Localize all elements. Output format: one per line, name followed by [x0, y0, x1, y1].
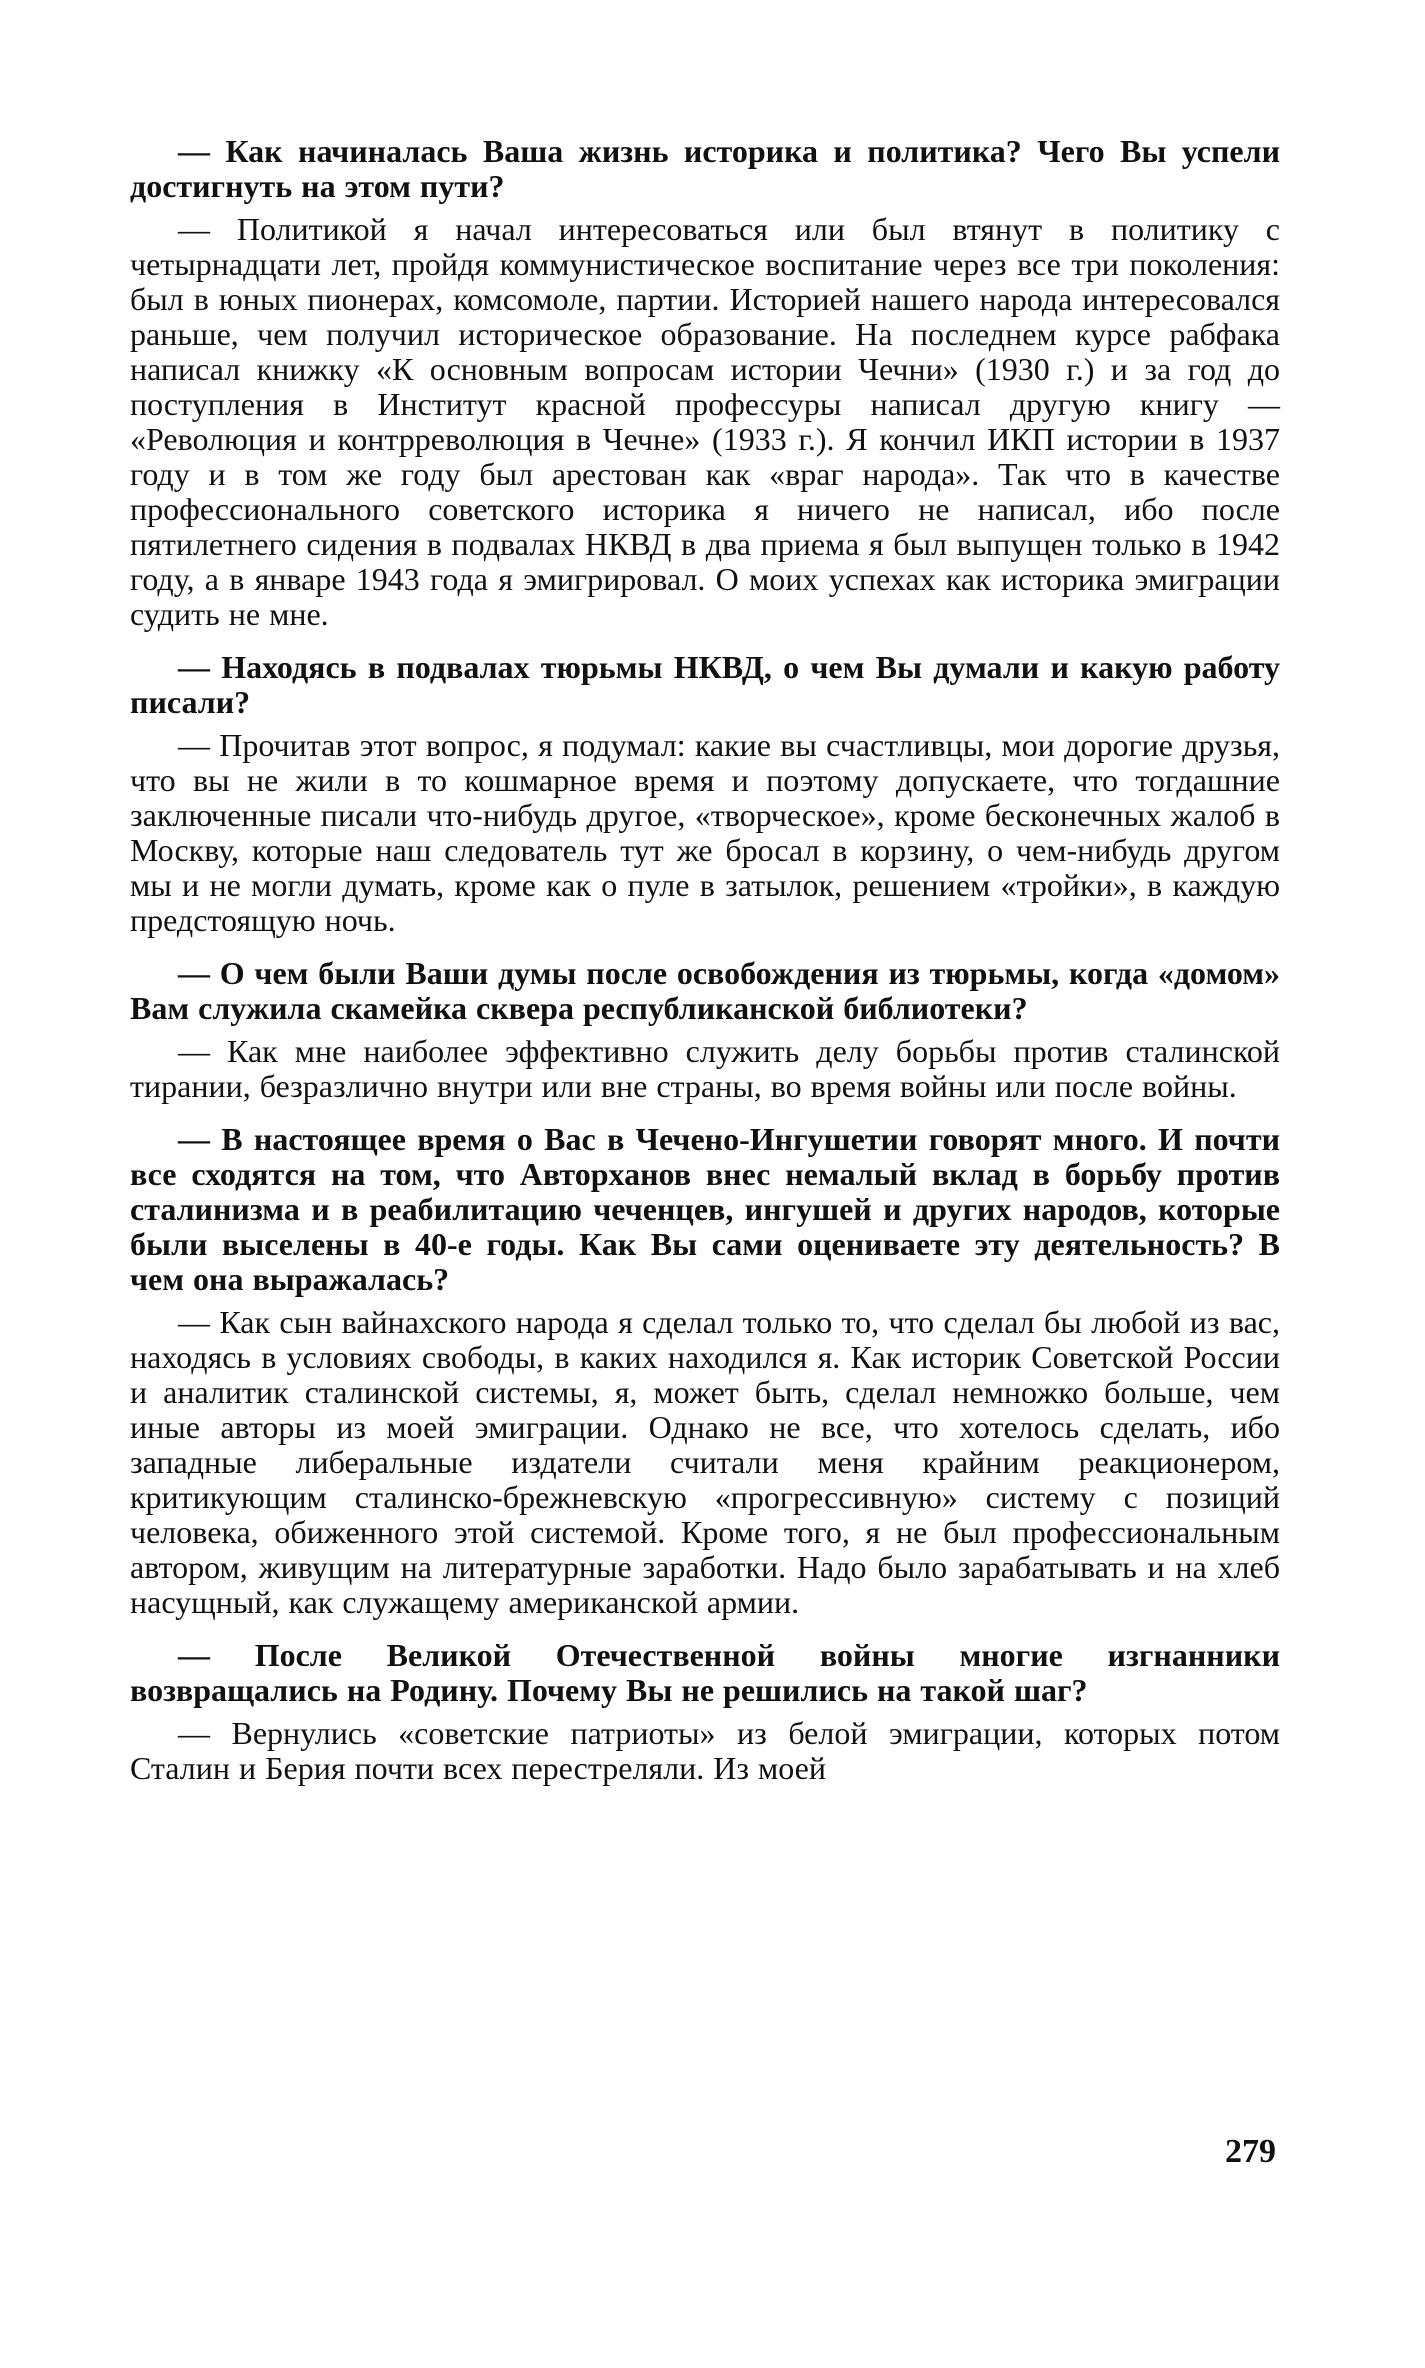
interview-answer-4: — Как сын вайнахского народа я сделал только то, что сделал бы любой из вас, находясь в условиях свободы, в каких находился я. Как историк Советской России и аналитик сталинской системы, я, может быть, сделал немножко больше, чем иные авторы из моей эмиграции. Однако не все, что хотелось сделать, ибо западные либеральные издатели считали меня крайним реакционером, критикующим сталинско-брежневскую «прогрессивную» систему с позиций человека, обиженного этой системой. Кроме того, я не был профессиональным автором, живущим на литературные заработки. Надо было зарабатывать и на хлеб насущный, как служащему американской армии.	[130, 1304, 1280, 1620]
interview-question-4: — В настоящее время о Вас в Чечено-Ингушетии говорят много. И почти все сходятся на том, что Авторханов внес немалый вклад в борьбу против сталинизма и в реабилитацию чеченцев, ингушей и других народов, которые были выселены в 40-е годы. Как Вы сами оцениваете эту деятельность? В чем она выражалась?	[130, 1121, 1280, 1297]
page-text-body	[130, 134, 1280, 1786]
interview-question-1: — Как начиналась Ваша жизнь историка и политика? Чего Вы успели достигнуть на этом пути?	[130, 133, 1280, 204]
interview-question-2: — Находясь в подвалах тюрьмы НКВД, о чем Вы думали и какую работу писали?	[130, 649, 1280, 720]
interview-answer-3: — Как мне наиболее эффективно служить делу борьбы против сталинской тирании, безразлично внутри или вне страны, во время войны или после войны.	[130, 1033, 1280, 1104]
interview-answer-2: — Прочитав этот вопрос, я подумал: какие вы счастливцы, мои дорогие друзья, что вы не жили в то кошмарное время и поэтому допускаете, что тогдашние заключенные писали что-нибудь другое, «творческое», кроме бесконечных жалоб в Москву, которые наш следователь тут же бросал в корзину, о чем-нибудь другом мы и не могли думать, кроме как о пуле в затылок, решением «тройки», в каждую предстоящую ночь.	[130, 727, 1280, 938]
interview-question-5: — После Великой Отечественной войны многие изгнанники возвращались на Родину. Почему Вы не решились на такой шаг?	[130, 1637, 1280, 1708]
interview-question-3: — О чем были Ваши думы после освобождения из тюрьмы, когда «домом» Вам служила скамейка сквера республиканской библиотеки?	[130, 955, 1280, 1026]
page-number: 279	[1225, 2133, 1276, 2170]
interview-answer-5: — Вернулись «советские патриоты» из белой эмиграции, которых потом Сталин и Берия почти всех перестреляли. Из моей	[130, 1715, 1280, 1786]
interview-answer-1: — Политикой я начал интересоваться или был втянут в политику с четырнадцати лет, пройдя коммунистическое воспитание через все три поколения: был в юных пионерах, комсомоле, партии. Историей нашего народа интересовался раньше, чем получил историческое образование. На последнем курсе рабфака написал книжку «К основным вопросам истории Чечни» (1930 г.) и за год до поступления в Институт красной профессуры написал другую книгу — «Революция и контрреволюция в Чечне» (1933 г.). Я кончил ИКП истории в 1937 году и в том же году был арестован как «враг народа». Так что в качестве профессионального советского историка я ничего не написал, ибо после пятилетнего сидения в подвалах НКВД в два приема я был выпущен только в 1942 году, а в январе 1943 года я эмигрировал. О моих успехах как историка эмиграции судить не мне.	[130, 211, 1280, 632]
